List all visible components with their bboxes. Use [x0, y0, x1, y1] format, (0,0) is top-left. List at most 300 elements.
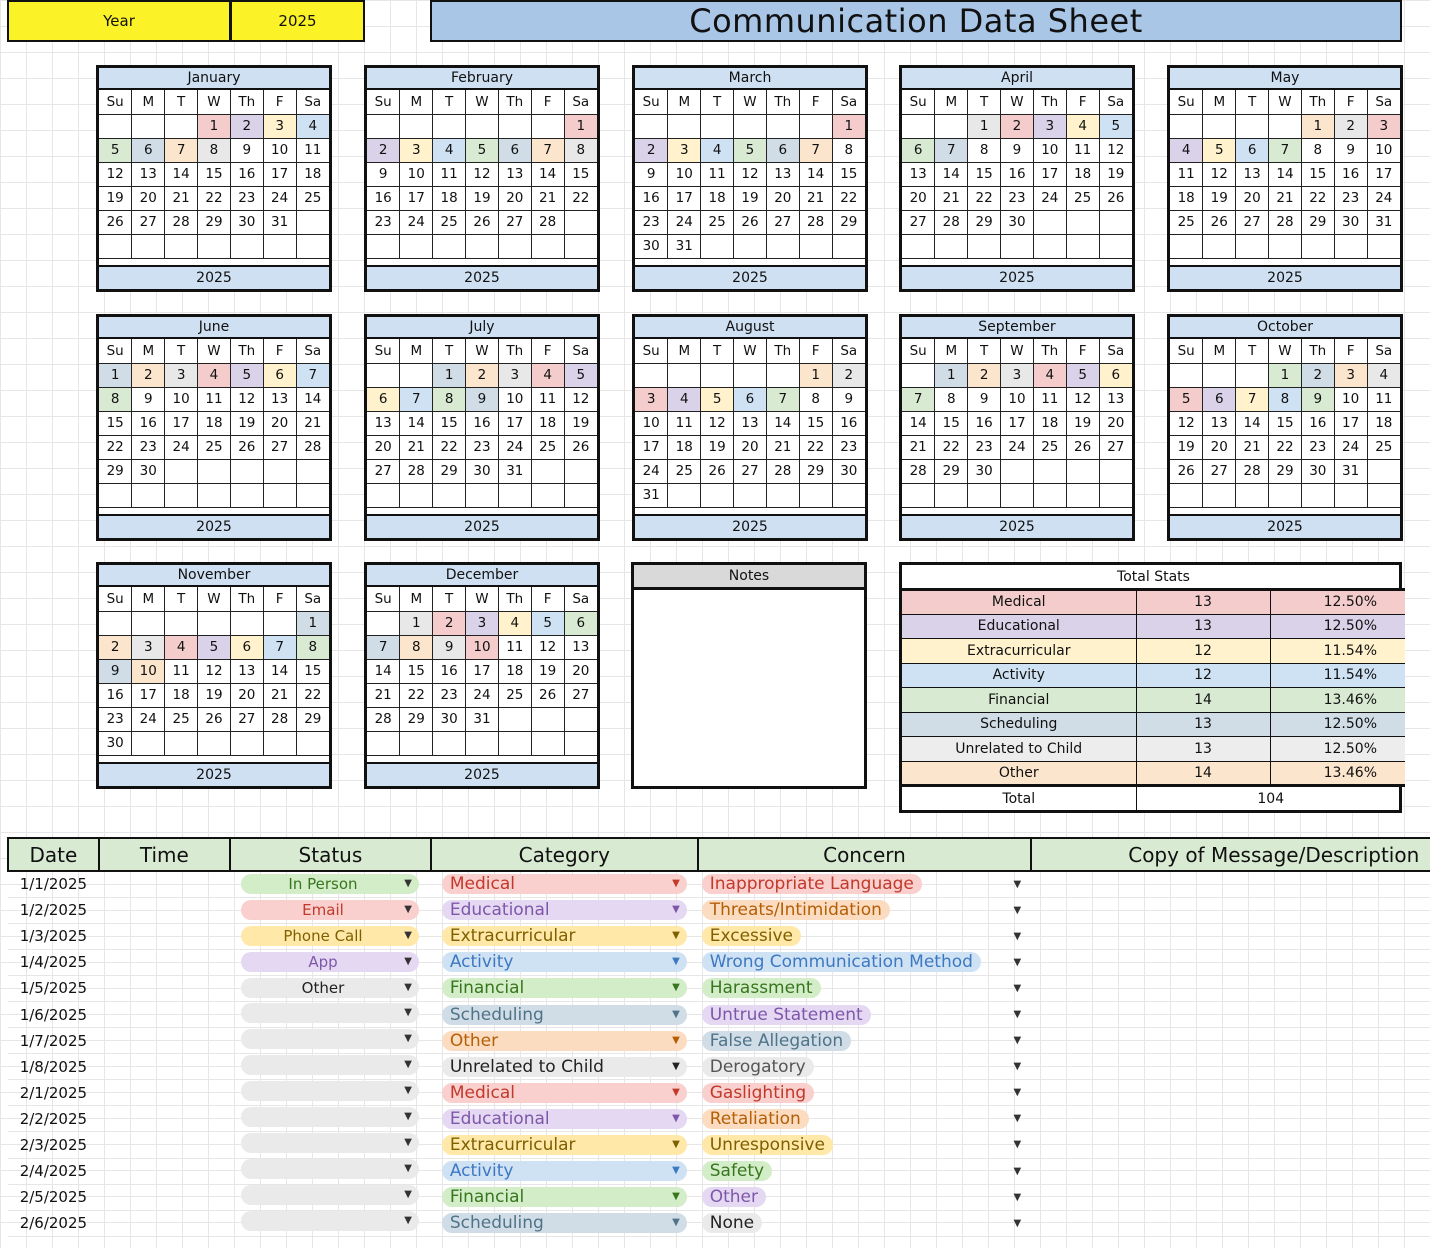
day-cell[interactable]: 10 — [466, 635, 499, 659]
day-cell[interactable]: 14 — [400, 411, 433, 435]
day-cell[interactable]: 1 — [799, 363, 832, 387]
day-cell[interactable]: 21 — [165, 186, 198, 210]
day-cell[interactable]: 18 — [1033, 411, 1066, 435]
day-cell[interactable]: 11 — [1033, 387, 1066, 411]
status-dropdown[interactable] — [241, 1185, 419, 1205]
day-cell[interactable]: 2 — [1334, 114, 1367, 138]
day-cell[interactable]: 4 — [433, 138, 466, 162]
day-cell[interactable]: 17 — [1001, 411, 1034, 435]
day-cell[interactable]: 11 — [531, 387, 564, 411]
day-cell[interactable]: 16 — [230, 162, 263, 186]
status-cell[interactable] — [230, 1184, 431, 1210]
dropdown-arrow-icon[interactable]: ▼ — [672, 930, 680, 942]
dropdown-arrow-icon[interactable]: ▼ — [1013, 1165, 1022, 1177]
header-status[interactable]: Status — [230, 838, 431, 871]
day-cell[interactable]: 14 — [902, 411, 935, 435]
day-cell[interactable]: 17 — [132, 683, 165, 707]
time-cell[interactable] — [99, 1210, 230, 1236]
day-cell[interactable]: 23 — [1301, 435, 1334, 459]
day-cell[interactable]: 2 — [466, 363, 499, 387]
day-cell[interactable]: 28 — [935, 210, 968, 234]
date-cell[interactable]: 2/4/2025 — [8, 1158, 99, 1184]
day-cell[interactable]: 18 — [1170, 186, 1203, 210]
day-cell[interactable]: 18 — [701, 186, 734, 210]
date-cell[interactable]: 1/8/2025 — [8, 1054, 99, 1080]
day-cell[interactable]: 27 — [263, 435, 296, 459]
day-cell[interactable]: 19 — [466, 186, 499, 210]
day-cell[interactable]: 24 — [1033, 186, 1066, 210]
day-cell[interactable]: 14 — [263, 659, 296, 683]
dropdown-arrow-icon[interactable]: ▼ — [672, 1008, 680, 1020]
day-cell[interactable]: 13 — [902, 162, 935, 186]
message-cell[interactable] — [1031, 1080, 1430, 1106]
day-cell[interactable]: 28 — [400, 459, 433, 483]
day-cell[interactable]: 24 — [165, 435, 198, 459]
day-cell[interactable]: 26 — [230, 435, 263, 459]
day-cell[interactable]: 27 — [230, 707, 263, 731]
day-cell[interactable]: 25 — [498, 683, 531, 707]
day-cell[interactable]: 22 — [198, 186, 231, 210]
category-dropdown[interactable] — [442, 1187, 687, 1207]
day-cell[interactable]: 3 — [668, 138, 701, 162]
message-cell[interactable] — [1031, 897, 1430, 923]
day-cell[interactable]: 9 — [1301, 387, 1334, 411]
category-dropdown[interactable] — [442, 1109, 687, 1129]
day-cell[interactable]: 6 — [766, 138, 799, 162]
day-cell[interactable]: 20 — [766, 186, 799, 210]
header-category[interactable]: Category — [431, 838, 698, 871]
dropdown-arrow-icon[interactable]: ▼ — [1013, 956, 1022, 968]
day-cell[interactable]: 30 — [832, 459, 865, 483]
day-cell[interactable]: 13 — [766, 162, 799, 186]
header-date[interactable]: Date — [8, 838, 99, 871]
dropdown-arrow-icon[interactable]: ▼ — [672, 1112, 680, 1124]
day-cell[interactable]: 16 — [832, 411, 865, 435]
day-cell[interactable]: 14 — [799, 162, 832, 186]
status-cell[interactable] — [230, 897, 431, 923]
day-cell[interactable]: 19 — [734, 186, 767, 210]
header-message[interactable]: Copy of Message/Description — [1031, 838, 1430, 871]
day-cell[interactable]: 26 — [198, 707, 231, 731]
status-cell[interactable] — [230, 1054, 431, 1080]
day-cell[interactable]: 24 — [1367, 186, 1400, 210]
message-cell[interactable] — [1031, 1158, 1430, 1184]
day-cell[interactable]: 31 — [1367, 210, 1400, 234]
day-cell[interactable]: 18 — [1066, 162, 1099, 186]
time-cell[interactable] — [99, 1158, 230, 1184]
time-cell[interactable] — [99, 897, 230, 923]
status-dropdown[interactable] — [241, 1081, 419, 1101]
message-cell[interactable] — [1031, 1001, 1430, 1027]
day-cell[interactable]: 29 — [433, 459, 466, 483]
day-cell[interactable]: 24 — [498, 435, 531, 459]
concern-cell[interactable] — [698, 897, 1032, 923]
header-time[interactable]: Time — [99, 838, 230, 871]
category-dropdown[interactable] — [442, 1031, 687, 1051]
day-cell[interactable]: 26 — [701, 459, 734, 483]
category-cell[interactable] — [431, 1028, 698, 1054]
date-cell[interactable]: 2/5/2025 — [8, 1184, 99, 1210]
dropdown-arrow-icon[interactable]: ▼ — [404, 1084, 412, 1096]
day-cell[interactable]: 9 — [466, 387, 499, 411]
day-cell[interactable]: 20 — [1203, 435, 1236, 459]
status-dropdown[interactable] — [241, 874, 419, 894]
day-cell[interactable]: 14 — [1269, 162, 1302, 186]
day-cell[interactable]: 13 — [132, 162, 165, 186]
dropdown-arrow-icon[interactable]: ▼ — [404, 982, 412, 994]
day-cell[interactable]: 8 — [564, 138, 597, 162]
status-cell[interactable] — [230, 1132, 431, 1158]
day-cell[interactable]: 17 — [400, 186, 433, 210]
day-cell[interactable]: 8 — [99, 387, 132, 411]
day-cell[interactable]: 6 — [1099, 363, 1132, 387]
day-cell[interactable]: 18 — [1367, 411, 1400, 435]
status-dropdown[interactable] — [241, 952, 419, 972]
day-cell[interactable]: 1 — [198, 114, 231, 138]
day-cell[interactable]: 22 — [832, 186, 865, 210]
day-cell[interactable]: 7 — [766, 387, 799, 411]
category-cell[interactable] — [431, 1210, 698, 1236]
concern-cell[interactable] — [698, 1001, 1032, 1027]
category-cell[interactable] — [431, 1080, 698, 1106]
day-cell[interactable]: 7 — [165, 138, 198, 162]
concern-chip[interactable]: Safety — [702, 1161, 772, 1181]
day-cell[interactable]: 16 — [1001, 162, 1034, 186]
day-cell[interactable]: 30 — [99, 731, 132, 755]
dropdown-arrow-icon[interactable]: ▼ — [672, 956, 680, 968]
dropdown-arrow-icon[interactable]: ▼ — [672, 878, 680, 890]
dropdown-arrow-icon[interactable]: ▼ — [1013, 982, 1022, 994]
day-cell[interactable]: 6 — [230, 635, 263, 659]
day-cell[interactable]: 23 — [132, 435, 165, 459]
message-cell[interactable] — [1031, 975, 1430, 1001]
day-cell[interactable]: 9 — [433, 635, 466, 659]
dropdown-arrow-icon[interactable]: ▼ — [1013, 904, 1022, 916]
dropdown-arrow-icon[interactable]: ▼ — [1013, 1035, 1022, 1047]
day-cell[interactable]: 9 — [968, 387, 1001, 411]
day-cell[interactable]: 19 — [701, 435, 734, 459]
day-cell[interactable]: 5 — [466, 138, 499, 162]
day-cell[interactable]: 10 — [1033, 138, 1066, 162]
day-cell[interactable]: 9 — [1334, 138, 1367, 162]
dropdown-arrow-icon[interactable]: ▼ — [672, 1191, 680, 1203]
dropdown-arrow-icon[interactable]: ▼ — [404, 1136, 412, 1148]
day-cell[interactable]: 2 — [230, 114, 263, 138]
day-cell[interactable]: 27 — [564, 683, 597, 707]
date-cell[interactable]: 1/5/2025 — [8, 975, 99, 1001]
status-cell[interactable] — [230, 1106, 431, 1132]
day-cell[interactable]: 29 — [1269, 459, 1302, 483]
status-dropdown[interactable] — [241, 1107, 419, 1127]
dropdown-arrow-icon[interactable]: ▼ — [672, 1138, 680, 1150]
day-cell[interactable]: 20 — [564, 659, 597, 683]
dropdown-arrow-icon[interactable]: ▼ — [1013, 1113, 1022, 1125]
day-cell[interactable]: 23 — [1334, 186, 1367, 210]
day-cell[interactable]: 5 — [734, 138, 767, 162]
day-cell[interactable]: 14 — [1236, 411, 1269, 435]
day-cell[interactable]: 21 — [531, 186, 564, 210]
day-cell[interactable]: 5 — [701, 387, 734, 411]
day-cell[interactable]: 27 — [734, 459, 767, 483]
dropdown-arrow-icon[interactable]: ▼ — [1013, 1139, 1022, 1151]
day-cell[interactable]: 8 — [1269, 387, 1302, 411]
day-cell[interactable]: 17 — [668, 186, 701, 210]
date-cell[interactable]: 1/1/2025 — [8, 871, 99, 897]
day-cell[interactable]: 21 — [1236, 435, 1269, 459]
day-cell[interactable]: 28 — [902, 459, 935, 483]
day-cell[interactable]: 24 — [1001, 435, 1034, 459]
day-cell[interactable]: 22 — [935, 435, 968, 459]
day-cell[interactable]: 28 — [1236, 459, 1269, 483]
day-cell[interactable]: 26 — [564, 435, 597, 459]
day-cell[interactable]: 16 — [132, 411, 165, 435]
category-dropdown[interactable] — [442, 926, 687, 946]
day-cell[interactable]: 19 — [531, 659, 564, 683]
day-cell[interactable]: 12 — [1099, 138, 1132, 162]
year-label-cell[interactable] — [7, 0, 231, 42]
date-cell[interactable]: 2/2/2025 — [8, 1106, 99, 1132]
concern-cell[interactable] — [698, 949, 1032, 975]
concern-chip[interactable]: Excessive — [702, 926, 801, 946]
day-cell[interactable]: 27 — [1236, 210, 1269, 234]
day-cell[interactable]: 25 — [701, 210, 734, 234]
day-cell[interactable]: 29 — [1301, 210, 1334, 234]
day-cell[interactable]: 29 — [832, 210, 865, 234]
day-cell[interactable]: 21 — [799, 186, 832, 210]
day-cell[interactable]: 18 — [433, 186, 466, 210]
day-cell[interactable]: 26 — [99, 210, 132, 234]
concern-chip[interactable]: False Allegation — [702, 1031, 851, 1051]
day-cell[interactable]: 17 — [466, 659, 499, 683]
day-cell[interactable]: 25 — [1066, 186, 1099, 210]
day-cell[interactable]: 4 — [1033, 363, 1066, 387]
day-cell[interactable]: 8 — [968, 138, 1001, 162]
day-cell[interactable]: 29 — [799, 459, 832, 483]
day-cell[interactable]: 1 — [968, 114, 1001, 138]
dropdown-arrow-icon[interactable]: ▼ — [404, 1189, 412, 1201]
day-cell[interactable]: 31 — [466, 707, 499, 731]
time-cell[interactable] — [99, 1132, 230, 1158]
day-cell[interactable]: 6 — [734, 387, 767, 411]
concern-chip[interactable]: Untrue Statement — [702, 1005, 871, 1025]
day-cell[interactable]: 22 — [799, 435, 832, 459]
status-dropdown[interactable] — [241, 926, 419, 946]
status-cell[interactable] — [230, 1001, 431, 1027]
dropdown-arrow-icon[interactable]: ▼ — [404, 1058, 412, 1070]
time-cell[interactable] — [99, 1106, 230, 1132]
day-cell[interactable]: 11 — [433, 162, 466, 186]
day-cell[interactable]: 25 — [433, 210, 466, 234]
category-cell[interactable] — [431, 923, 698, 949]
day-cell[interactable]: 5 — [99, 138, 132, 162]
day-cell[interactable]: 8 — [799, 387, 832, 411]
day-cell[interactable]: 12 — [99, 162, 132, 186]
status-dropdown[interactable] — [241, 1159, 419, 1179]
day-cell[interactable]: 9 — [99, 659, 132, 683]
dropdown-arrow-icon[interactable]: ▼ — [672, 1086, 680, 1098]
status-cell[interactable] — [230, 1158, 431, 1184]
day-cell[interactable]: 7 — [1236, 387, 1269, 411]
concern-chip[interactable]: Retaliation — [702, 1109, 809, 1129]
dropdown-arrow-icon[interactable]: ▼ — [404, 956, 412, 968]
day-cell[interactable]: 16 — [367, 186, 400, 210]
day-cell[interactable]: 24 — [263, 186, 296, 210]
day-cell[interactable]: 30 — [433, 707, 466, 731]
header-concern[interactable]: Concern — [698, 838, 1032, 871]
day-cell[interactable]: 21 — [1269, 186, 1302, 210]
day-cell[interactable]: 6 — [498, 138, 531, 162]
day-cell[interactable]: 27 — [132, 210, 165, 234]
day-cell[interactable]: 7 — [531, 138, 564, 162]
dropdown-arrow-icon[interactable]: ▼ — [1013, 1061, 1022, 1073]
day-cell[interactable]: 27 — [1203, 459, 1236, 483]
status-dropdown[interactable] — [241, 1003, 419, 1023]
category-dropdown[interactable] — [442, 1161, 687, 1181]
day-cell[interactable]: 4 — [498, 611, 531, 635]
day-cell[interactable]: 14 — [531, 162, 564, 186]
dropdown-arrow-icon[interactable]: ▼ — [1013, 1008, 1022, 1020]
day-cell[interactable]: 8 — [935, 387, 968, 411]
dropdown-arrow-icon[interactable]: ▼ — [1013, 1087, 1022, 1099]
day-cell[interactable]: 6 — [367, 387, 400, 411]
day-cell[interactable]: 15 — [198, 162, 231, 186]
day-cell[interactable]: 2 — [433, 611, 466, 635]
day-cell[interactable]: 5 — [531, 611, 564, 635]
day-cell[interactable]: 30 — [968, 459, 1001, 483]
day-cell[interactable]: 4 — [165, 635, 198, 659]
time-cell[interactable] — [99, 871, 230, 897]
date-cell[interactable]: 1/6/2025 — [8, 1001, 99, 1027]
day-cell[interactable]: 11 — [198, 387, 231, 411]
message-cell[interactable] — [1031, 1106, 1430, 1132]
day-cell[interactable]: 30 — [635, 234, 668, 258]
day-cell[interactable]: 18 — [198, 411, 231, 435]
day-cell[interactable]: 1 — [433, 363, 466, 387]
day-cell[interactable]: 10 — [1334, 387, 1367, 411]
day-cell[interactable]: 30 — [132, 459, 165, 483]
day-cell[interactable]: 10 — [400, 162, 433, 186]
time-cell[interactable] — [99, 1080, 230, 1106]
day-cell[interactable]: 29 — [99, 459, 132, 483]
day-cell[interactable]: 14 — [935, 162, 968, 186]
status-cell[interactable] — [230, 1210, 431, 1236]
day-cell[interactable]: 28 — [766, 459, 799, 483]
day-cell[interactable]: 29 — [296, 707, 329, 731]
day-cell[interactable]: 1 — [400, 611, 433, 635]
day-cell[interactable]: 1 — [935, 363, 968, 387]
day-cell[interactable]: 4 — [1170, 138, 1203, 162]
category-cell[interactable] — [431, 897, 698, 923]
day-cell[interactable]: 12 — [564, 387, 597, 411]
day-cell[interactable]: 17 — [498, 411, 531, 435]
message-cell[interactable] — [1031, 1028, 1430, 1054]
day-cell[interactable]: 17 — [635, 435, 668, 459]
day-cell[interactable]: 21 — [263, 683, 296, 707]
time-cell[interactable] — [99, 923, 230, 949]
day-cell[interactable]: 19 — [198, 683, 231, 707]
day-cell[interactable]: 5 — [1170, 387, 1203, 411]
day-cell[interactable]: 10 — [263, 138, 296, 162]
day-cell[interactable]: 12 — [1170, 411, 1203, 435]
day-cell[interactable]: 16 — [466, 411, 499, 435]
day-cell[interactable]: 12 — [466, 162, 499, 186]
dropdown-arrow-icon[interactable]: ▼ — [672, 904, 680, 916]
day-cell[interactable]: 3 — [132, 635, 165, 659]
day-cell[interactable]: 11 — [668, 411, 701, 435]
day-cell[interactable]: 15 — [99, 411, 132, 435]
day-cell[interactable]: 3 — [466, 611, 499, 635]
dropdown-arrow-icon[interactable]: ▼ — [404, 1006, 412, 1018]
day-cell[interactable]: 4 — [668, 387, 701, 411]
category-cell[interactable] — [431, 1158, 698, 1184]
day-cell[interactable]: 8 — [433, 387, 466, 411]
day-cell[interactable]: 6 — [263, 363, 296, 387]
day-cell[interactable]: 6 — [564, 611, 597, 635]
day-cell[interactable]: 28 — [799, 210, 832, 234]
day-cell[interactable]: 13 — [1236, 162, 1269, 186]
time-cell[interactable] — [99, 1001, 230, 1027]
day-cell[interactable]: 15 — [400, 659, 433, 683]
day-cell[interactable]: 13 — [1099, 387, 1132, 411]
category-cell[interactable] — [431, 975, 698, 1001]
day-cell[interactable]: 7 — [296, 363, 329, 387]
day-cell[interactable]: 29 — [400, 707, 433, 731]
day-cell[interactable]: 4 — [1367, 363, 1400, 387]
day-cell[interactable]: 28 — [531, 210, 564, 234]
day-cell[interactable]: 25 — [1367, 435, 1400, 459]
day-cell[interactable]: 31 — [263, 210, 296, 234]
status-dropdown[interactable] — [241, 1029, 419, 1049]
status-dropdown[interactable] — [241, 1055, 419, 1075]
day-cell[interactable]: 1 — [1301, 114, 1334, 138]
concern-cell[interactable] — [698, 871, 1032, 897]
status-dropdown[interactable] — [241, 900, 419, 920]
dropdown-arrow-icon[interactable]: ▼ — [672, 1217, 680, 1229]
day-cell[interactable]: 23 — [1001, 186, 1034, 210]
day-cell[interactable]: 10 — [1367, 138, 1400, 162]
day-cell[interactable]: 4 — [198, 363, 231, 387]
dropdown-arrow-icon[interactable]: ▼ — [404, 1110, 412, 1122]
day-cell[interactable]: 10 — [132, 659, 165, 683]
day-cell[interactable]: 2 — [367, 138, 400, 162]
day-cell[interactable]: 13 — [230, 659, 263, 683]
day-cell[interactable]: 17 — [1033, 162, 1066, 186]
status-cell[interactable] — [230, 949, 431, 975]
day-cell[interactable]: 17 — [263, 162, 296, 186]
category-dropdown[interactable] — [442, 1135, 687, 1155]
day-cell[interactable]: 7 — [400, 387, 433, 411]
day-cell[interactable]: 28 — [165, 210, 198, 234]
day-cell[interactable]: 21 — [400, 435, 433, 459]
day-cell[interactable]: 30 — [1001, 210, 1034, 234]
day-cell[interactable]: 9 — [132, 387, 165, 411]
concern-chip[interactable]: Threats/Intimidation — [702, 900, 890, 920]
day-cell[interactable]: 9 — [832, 387, 865, 411]
day-cell[interactable]: 17 — [1334, 411, 1367, 435]
day-cell[interactable]: 26 — [1099, 186, 1132, 210]
day-cell[interactable]: 29 — [935, 459, 968, 483]
day-cell[interactable]: 25 — [198, 435, 231, 459]
day-cell[interactable]: 17 — [1367, 162, 1400, 186]
day-cell[interactable]: 23 — [832, 435, 865, 459]
day-cell[interactable]: 31 — [498, 459, 531, 483]
day-cell[interactable]: 20 — [902, 186, 935, 210]
day-cell[interactable]: 16 — [968, 411, 1001, 435]
day-cell[interactable]: 11 — [701, 162, 734, 186]
concern-cell[interactable] — [698, 1080, 1032, 1106]
day-cell[interactable]: 19 — [230, 411, 263, 435]
date-cell[interactable]: 1/3/2025 — [8, 923, 99, 949]
